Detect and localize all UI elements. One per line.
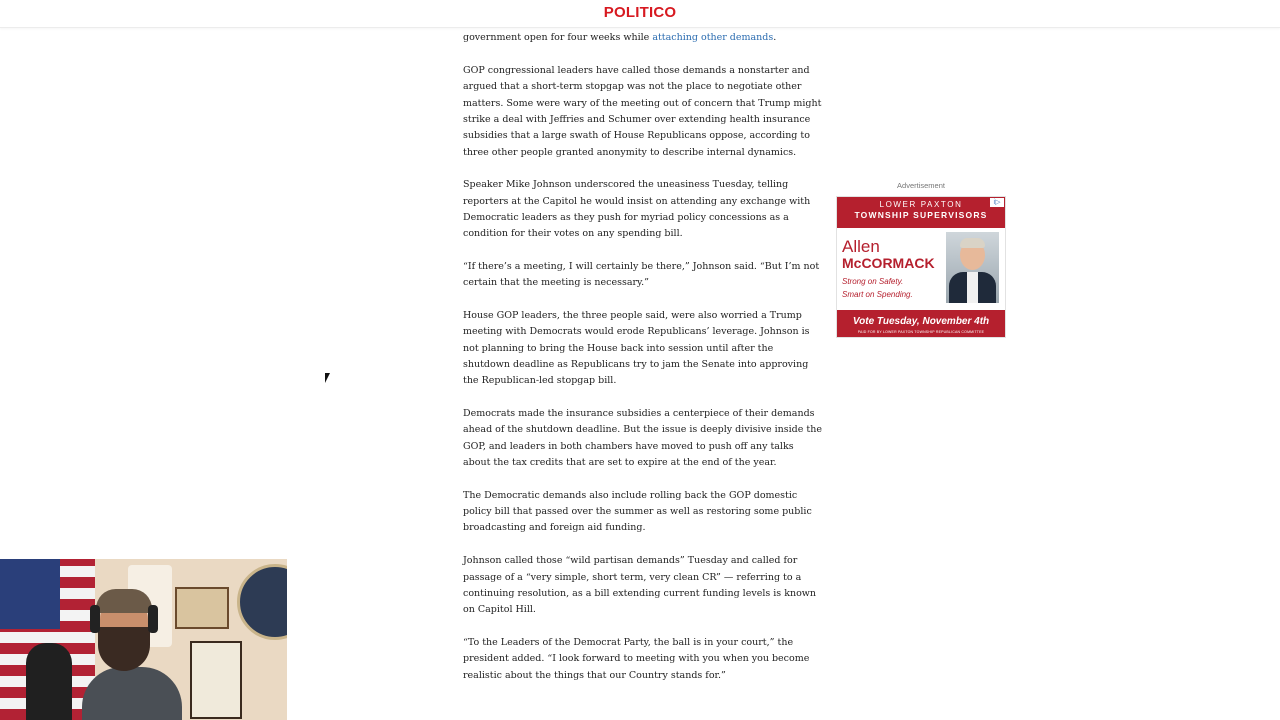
headset-icon <box>90 605 100 633</box>
mouse-cursor-icon <box>325 373 335 383</box>
wall-frame <box>175 587 229 629</box>
ad-header-band <box>837 197 1005 228</box>
top-bar <box>0 0 1280 28</box>
candidate-photo <box>946 232 999 303</box>
article-paragraph: House GOP leaders, the three people said, were also worried a Trump meeting with Democrats would erode Republicans’ leverage. Johnson is not planning to bring the House back into session until after the shutdown deadline as Republicans try to jam the Senate into approving the Republican-led stopgap bill. <box>463 310 810 387</box>
article-paragraph: “If there’s a meeting, I will certainly be there,” Johnson said. “But I’m not certain that the meeting is necessary.” <box>463 261 820 289</box>
streamer-body <box>82 667 182 720</box>
article-paragraph: Democrats made the insurance subsidies a centerpiece of their demands ahead of the shutdown deadline. But the issue is deeply divisive inside the GOP, and leaders in both chambers have moved to push off any talks about the tax credits that are set to expire at the end of the year. <box>463 408 822 469</box>
candidate-first-name: Allen <box>842 237 880 256</box>
article-body <box>463 14 823 700</box>
wall-poster <box>190 641 242 719</box>
ad-header-line1: LOWER PAXTON <box>879 200 963 209</box>
article-paragraph: Johnson called those “wild partisan demands” Tuesday and called for passage of a “very simple, short term, very clean CR” — referring to a continuing resolution, as a bill extending current funding levels is known on Capitol Hill. <box>463 555 817 616</box>
adchoices-icon[interactable]: i▷ <box>990 198 1004 207</box>
ad-vote-text: Vote Tuesday, November 4th <box>852 316 990 327</box>
paragraph-text-end: . <box>773 32 777 44</box>
ad-vote-band <box>837 310 1005 337</box>
ad-tagline-2: Smart on Spending. <box>842 290 913 299</box>
campaign-advertisement[interactable] <box>836 196 1006 338</box>
headset-icon <box>148 605 158 633</box>
article-paragraph: “To the Leaders of the Democrat Party, the ball is in your court,” the president added. “I look forward to meeting with you when you become realistic about the things that our Country stands for.” <box>463 636 810 681</box>
attaching-other-demands-link[interactable]: attaching other demands <box>652 32 774 44</box>
streamer-cap <box>96 589 152 613</box>
article-paragraph: GOP congressional leaders have called those demands a nonstarter and argued that a short-term stopgap was not the place to negotiate other matters. Some were wary of the meeting out of concern that Trump might strike a deal with Jeffries and Schumer over extending health insurance subsidies that a large swath of House Republicans oppose, according to three other people granted anonymity to describe internal dynamics. <box>463 65 822 158</box>
ad-paid-by: PAID FOR BY LOWER PAXTON TOWNSHIP REPUBLICAN COMMITTEE <box>857 330 985 334</box>
streamer-beard <box>98 627 150 671</box>
candidate-last-name: McCORMACK <box>842 255 935 271</box>
wall-seal <box>237 564 287 640</box>
webcam-overlay <box>0 559 287 720</box>
article-paragraph: The Democratic demands also include rolling back the GOP domestic policy bill that passed over the summer as well as restoring some public broadcasting and foreign aid funding. <box>463 489 812 534</box>
ad-header-line2: TOWNSHIP SUPERVISORS <box>854 210 988 220</box>
article-paragraph: Speaker Mike Johnson underscored the uneasiness Tuesday, telling reporters at the Capitol he would insist on attending any exchange with Democratic leaders as they push for myriad policy concessions as a condition for their votes on any spending bill. <box>463 179 811 240</box>
advertisement-label: Advertisement <box>897 181 945 190</box>
paragraph-text: government open for four weeks while <box>463 32 650 44</box>
ad-tagline-1: Strong on Safety. <box>842 277 904 286</box>
politico-logo[interactable]: POLITICO <box>603 4 677 21</box>
microphone <box>26 643 72 720</box>
